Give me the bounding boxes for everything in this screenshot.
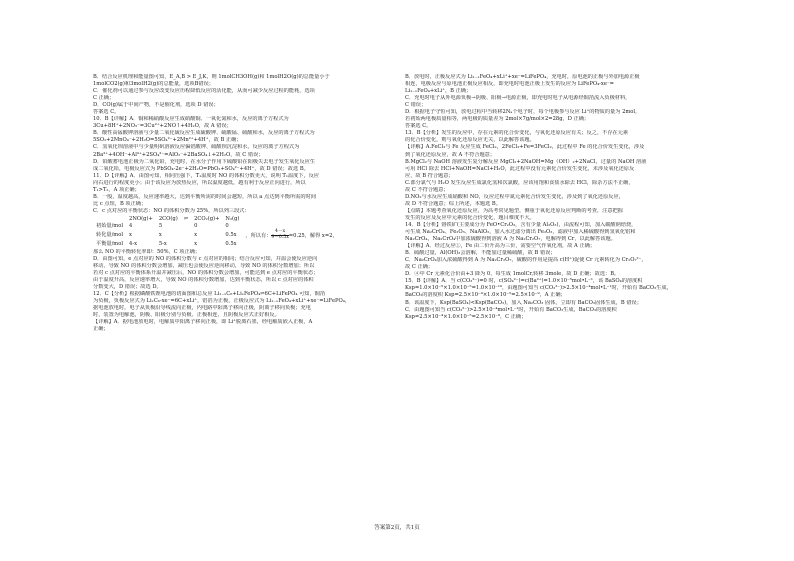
answer-text-line: 14．B【分析】铬铁矿(主要成分为 FeO•Cr₂O₃，含有少量 Al₂O₃)，由流程可知，加入碳酸钠焙烧， — [405, 221, 637, 228]
table-cell — [181, 241, 191, 248]
answer-text-line: 【点睛】本题考查氧化还原反应，为高考常见题型，侧重于氧化还原反应判断的考查，注意把握 — [405, 207, 623, 214]
table-cell — [181, 223, 191, 230]
note-suffix: =0.25，解得 x=2， — [288, 232, 338, 239]
answer-text-line: 为负极，负极反应式为 LiₓC₆-xe⁻=6C+xLi⁺，铝箔为正极，正极反应式为 Li₁₋ₓFeO₄+xLi⁺+xe⁻=LiFePO₄， — [93, 297, 351, 304]
table-cell: 0.5x — [225, 240, 237, 247]
answer-text-line: D．CO(g)属于中间产物，不是催化剂，选项 D 错误； — [93, 102, 219, 109]
answer-text-line: Ksp=1.0×10⁻⁵×1.0×10⁻⁵=1.0×10⁻¹⁰，由题图可知当 c(CO₃²⁻)>2.5×10⁻⁴mol•L⁻¹时，开始有 BaCO₃生成， — [405, 285, 672, 292]
answer-text-line: 【详解】A．据电池放电时，电解质中阳离子移向正极，即 Li⁺脱离石墨，经电解质嵌入正极，A — [93, 319, 313, 325]
table-row — [93, 230, 341, 241]
answer-text-line: B．硫酸过量，Al(OH)₃会溶解，不能加过量稀硫酸，故 B 错误； — [405, 250, 556, 257]
answer-text-line: C．c 点对应的平衡状态：NO 的体积分数为 25%，所以列三段式： — [93, 207, 250, 214]
answer-text-line: BaCO₃的溶度积 Ksp=2.5×10⁻⁴×1.0×10⁻⁵=2.5×10⁻⁹，A 正确； — [405, 292, 566, 299]
page-footer: 答案第2页，共1页 — [374, 525, 420, 531]
fraction — [271, 230, 288, 241]
answer-text-line: 向右进行的程度更小；由于该反应为放热反应，所以温度越低，越有利于反应正向进行，所以 — [93, 179, 306, 186]
answer-text-line: 相连，电极反应与原电池正极反应相反，即充电时电池正极上发生的反应为 LiFePO₄-xe⁻= — [405, 81, 614, 88]
answer-text-line: 发生的反应及反应中元素的化合价变化，题目难度不大。 — [405, 214, 535, 221]
answer-text-line: B．一般，温度越高，反应速率越大，达到平衡所需的时间会越短，所以 a 点达到平衡所需的时间 — [93, 193, 316, 200]
answer-text-line: B．酸性高锰酸钾溶液与少量二氧化硫反应生成硫酸钾、硫酸锰、硫酸和水，反应的离子方程式为 — [93, 130, 315, 137]
table-cell: 4 — [129, 222, 133, 229]
answer-text-line: 据电池放电时，电子从负极沿导线流向正极，内电路中阳离子移向正极，阴离子移向负极；充电 — [93, 304, 311, 311]
fraction-numerator: 4－x — [271, 230, 288, 236]
table-cell: 0.5x — [225, 231, 237, 238]
answer-text-line: 故 C 不符合题意； — [405, 186, 449, 193]
equation-term: N₂(g) — [225, 215, 240, 222]
answer-text-line: 若对 c 点对应的平衡体系升温并减压后，NO 的体积分数会增加，可能达到 e 点对应的平衡状态； — [93, 269, 319, 276]
answer-text-line: B.MgCl₂与 NaOH 溶液发生复分解反应 MgCl₂+2NaOH=Mg（OH）₂+2NaCl，过量的 NaOH 溶液 — [405, 158, 647, 165]
equation-term: 2CO(g) — [158, 215, 178, 222]
table-cell: x — [158, 231, 162, 238]
table-row — [93, 223, 341, 230]
note-prefix: ，所以有： — [245, 232, 272, 239]
fraction-denominator: 9－0.5x — [271, 234, 289, 240]
answer-text-line: D．④中 Cr 元素化合价由+3 降为 0，每生成 1molCr,转移 3mole，故 D 正确；故选：B。 — [405, 271, 620, 278]
answer-text-line: 若初始两电极质量相等，两电极的质量差为 2mol×7g/mol×2=28g，D 正确； — [405, 116, 590, 123]
answer-text-line: 【详解】A.FeCl₃与 Fe 反应生成 FeCl₂，2FeCl₃+Fe=3FeCl₂，此过程中 Fe 的化合价发生变化，涉及 — [405, 144, 645, 151]
answer-text-line: 移动，导致 NO 的体积分数会增加，减压也会使反应逆向移动，导致 NO 的体积分数增加；所以 — [93, 262, 315, 269]
table-cell: x — [129, 231, 132, 238]
answer-text-line: C．Na₂CrO₄加入浓硫酸得到 A 为 Na₂Cr₂O₇，硫酸的作用是提高 c(H⁺)促使 Cr 元素转化为 Cr₂O₇²⁻， — [405, 257, 647, 264]
answer-text-line: 那么 NO 的平衡转化率即：50%，C 项正确； — [93, 248, 201, 255]
answer-text-line: D．由图可知，e 点对应的 NO 的体积分数与 c 点对应的相同；结合反应可知，并温会使反应逆向 — [93, 255, 318, 262]
table-cell: 5-x — [158, 240, 167, 247]
answer-text-line: D．铅酸蓄电池正极为二氧化铅，充电时，在水分子作用下硫酸铅在阳极失去电子发生氧化反应生 — [93, 158, 316, 165]
answer-text-line: B．结合反应机理和能量图可知，E_A,B > E_J,K，则 1molCH3OH(g)和 1molH2O(g)的总能量小于 — [93, 74, 330, 80]
answer-text-line: 比 c 点短，B 项正确； — [93, 200, 147, 207]
row-label: 初始量/mol — [96, 222, 124, 229]
answer-text-line: C．氢氧化钡溶液中与少量明矾溶液反应偏铝酸钾、硫酸钡沉淀和水，反应的离子方程式为 — [93, 144, 300, 151]
answer-text-line: 的化合价变化，则与氧化还原反应无关，以此解答该题。 — [405, 137, 535, 144]
table-cell: 0 — [194, 222, 198, 229]
answer-text-line: Li₁₋ₓFeO₄+xLi⁺，B 正确； — [405, 88, 472, 95]
three-stage-table — [93, 216, 341, 248]
answer-text-line: D.NO₂与水反应生成硝酸和 NO，反应过程中氮元素化合价发生变化，涉及到了氧化还原反应， — [405, 193, 624, 200]
answer-text-line: Na₂CrO₄，Na₂CrO₄中加浓硫酸得到溶液 A 为 Na₂Cr₂O₇，电解得到 Cr，以此解答该题。 — [405, 236, 616, 243]
row-label: 转化量/mol — [96, 231, 124, 238]
answer-text-line: 正确； — [93, 326, 109, 333]
answer-text-line: T₁>T₂，A 项正确； — [93, 186, 140, 193]
answer-text-line: 答案选 C。 — [405, 123, 432, 130]
answer-text-line: 由于温度升高，反应速率增大，导致 NO 的体积分数增加，达到平衡状态，所以 c 点对应的体积 — [93, 276, 314, 283]
answer-text-line: D．根据电子守恒可知，放电过程中当转移2Nₐ个电子时，每个电极参与反应 Li⁺的物质的量为 2mol， — [405, 109, 641, 116]
answer-text-line: 3Cu+8H⁺+2NO₃⁻=3Cu²⁺+2NO↑+4H₂O，故 A 错误； — [93, 123, 232, 130]
answer-text-line: Ksp=2.5×10⁻⁴×1.0×10⁻⁵=2.5×10⁻⁹，C 正确； — [405, 313, 527, 320]
answer-text-line: 故 C 正确； — [405, 264, 434, 271]
answer-text-line: 到了氧化还原反应，故 A 不符合题意； — [405, 151, 496, 158]
answer-text-line: 成二氧化铅，电极反应式为 PbSO₄-2e⁻+2H₂O=PbO₂+SO₄²⁻+4H⁺，故 D 错误；故选 B。 — [93, 165, 309, 172]
answer-text-line: B．放电时，正极反应式为 Li₁₋ₓFeO₄+xLi⁺+xe⁻=LiFePO₄，充电时，原电池的正极与外加电源正极 — [405, 74, 640, 80]
left-column — [93, 74, 391, 333]
answer-text-line: C．充电时电子从外电源负极→阴极、阳极→电源正极，即充电时电子从电源经铜箔流入负极材料， — [405, 95, 631, 102]
answer-text-line: 13．B【分析】发生的反应中，存在元素的化合价变化，与氧化还原反应有关；反之，不存在元素 — [405, 130, 629, 137]
equation-term: 2NO(g)+ — [129, 215, 153, 222]
equation-term: 2CO₂(g)+ — [194, 215, 220, 222]
table-cell: x — [194, 231, 198, 238]
answer-text-line: 12．C【分析】根据磷酸铁锂电池的切面图和总反应 Li₁₋ₓC₆+LiₓFePO₄⇌6C+LiFePO₄ 可知，铜箔 — [93, 290, 326, 297]
answer-text-line: C 正确； — [93, 95, 115, 102]
equation-term: ⇌ — [183, 215, 189, 222]
table-cell: 4-x — [129, 240, 137, 247]
table-cell — [181, 230, 191, 241]
answer-text-line: 可生成 Na₂CrO₄、Fe₂O₃、NaAlO₂，加入水过滤分离出 Fe₂O₃，滤液中加入稀硫酸得到氢氧化铝和 — [405, 229, 636, 236]
answer-text-line: C．由题图可知当 c(CO₃²⁻)>2.5×10⁻⁴mol•L⁻¹时，开始有 BaCO₃生成，BaCO₃的溶度积 — [405, 306, 617, 313]
answer-text-line: 可用 HCl 除去 HCl+NaOH=NaCl+H₂O，此过程中没有元素化合价发生变化，未涉及氧化还原反 — [405, 165, 635, 172]
answer-text-line: 15．B【详解】A．当 c(CO₃²⁻)=0 时，c(SO₄²⁻)=c(Ba²⁺)=1.0×10⁻⁵mol•L⁻¹，该 BaSO₄的溶度积 — [405, 278, 643, 285]
equation-term — [93, 216, 126, 223]
answer-text-line: 2Ba²⁺+4OH⁻+Al³⁺+2SO₄²⁻=AlO₂⁻+2BaSO₄↓+2H₂O，故 C 错误； — [93, 151, 264, 158]
answer-text-line: 应，故 B 符合题意； — [405, 172, 454, 179]
answer-text-line: 【详解】A．经过反应①，Fe 由二价升高为三价，需要空气作氧化剂，故 A 正确； — [405, 243, 596, 250]
answer-text-line: 1molCO2(g)和3molH2(g)的总能量，选项B错误； — [93, 81, 214, 88]
answer-text-line: 答案选 C。 — [93, 109, 120, 116]
answer-text-line: 5SO₂+2MnO₄⁻+2H₂O=5SO₄²⁻+2Mn²⁺+4H⁺，故 B 正确； — [93, 137, 242, 144]
equilibrium-note — [242, 230, 340, 241]
answer-text-line: 故 D 不符合题意；综上所述，本题选 B。 — [405, 200, 501, 207]
answer-text-line: 分数变大，D 错误；故选 D。 — [93, 283, 162, 290]
answer-text-line: C.部分氯气与 H₂O 发生反应生成氯化氢和次氯酸，应该用饱和食盐水除去 HCl，除杂方法不正确， — [405, 179, 634, 186]
table-row — [93, 241, 341, 248]
answer-text-line: 11．D【详解】A．由图可知，相同压强下，T₁温度时 NO 的体积分数更大，说明 T₁温度下，反应 — [93, 172, 320, 179]
answer-text-line: C 错误； — [405, 102, 427, 109]
answer-text-line: 时，装置为电解池，阴极、阳极分别与负极、正极相连，且阴极反应式正好相反。 — [93, 311, 280, 318]
answer-text-line: 10．B【详解】A．铜和稀硝酸反应生成硝酸铜、一氧化氮和水，反应的离子方程式为 — [93, 116, 289, 123]
table-cell: 5 — [158, 222, 163, 229]
table-cell: x — [194, 240, 198, 247]
answer-text-line: B．该温度下，Ksp(BaSO₄)<Ksp(BaCO₃)，加入 Na₂CO₃ 固体，立即有 BaCO₃固体生成，B 错误； — [405, 299, 642, 306]
table-cell: 0 — [225, 222, 229, 229]
right-column — [405, 74, 703, 321]
answer-text-line: C．催化剂可以通过参与反应改变反应历程降低反应的活化能，从而可减少反应过程的能耗，选项 — [93, 88, 315, 95]
row-label: 平衡量/mol — [96, 240, 124, 247]
